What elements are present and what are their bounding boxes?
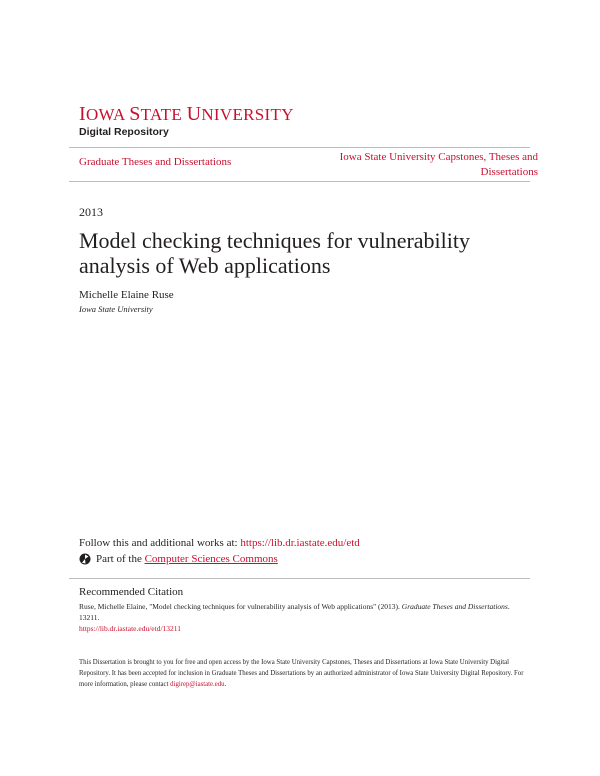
collections-divider (69, 181, 530, 182)
citation-number: . 13211. (79, 602, 510, 622)
logo-letters: OWA (85, 105, 125, 124)
logo-letter: S (129, 103, 141, 125)
notice-end: . (224, 681, 227, 688)
collection-link-capstones[interactable]: Iowa State University Capstones, Theses and Dissertations (339, 151, 538, 178)
citation-text (79, 601, 519, 634)
follow-line (79, 537, 360, 549)
repository-name: Digital Repository (79, 126, 169, 138)
top-divider (69, 147, 530, 148)
author-affiliation: Iowa State University (79, 304, 153, 314)
logo-letters: NIVERSITY (201, 105, 294, 124)
etd-link[interactable]: https://lib.dr.iastate.edu/etd (240, 537, 360, 549)
commons-icon (79, 553, 91, 565)
collection-link-graduate-theses[interactable]: Graduate Theses and Dissertations (79, 156, 232, 168)
publication-year: 2013 (79, 205, 103, 219)
logo-letters: TATE (140, 105, 183, 124)
citation-series: Graduate Theses and Dissertations (401, 602, 508, 611)
university-logo (79, 103, 294, 139)
citation-url-link[interactable]: https://lib.dr.iastate.edu/etd/13211 (79, 624, 182, 633)
logo-letter: I (79, 103, 86, 125)
part-of-prefix: Part of the (96, 553, 142, 565)
follow-prefix: Follow this and additional works at: (79, 537, 241, 549)
computer-sciences-commons-link[interactable]: Computer Sciences Commons (144, 553, 278, 565)
contact-email-link[interactable]: digirep@iastate.edu (170, 681, 225, 688)
access-notice (79, 657, 529, 690)
logo-letter: U (186, 103, 202, 125)
part-of-line (79, 553, 278, 565)
document-title: Model checking techniques for vulnerability analysis of Web applications (79, 228, 470, 278)
university-name (79, 103, 294, 125)
citation-divider (69, 578, 530, 579)
citation-body: Ruse, Michelle Elaine, "Model checking techniques for vulnerability analysis of Web applications" (2013). (79, 602, 402, 611)
recommended-citation-heading: Recommended Citation (79, 586, 184, 598)
notice-body: This Dissertation is brought to you for free and open access by the Iowa State University Capstones, Theses and Dissertations at Iowa State University Digital Repository. It has been accepted for inclusion in Graduate Theses and Dissertations by an authorized administrator of Iowa State University Digital Repository. For more information, please contact (79, 659, 524, 688)
author-name: Michelle Elaine Ruse (79, 289, 174, 301)
